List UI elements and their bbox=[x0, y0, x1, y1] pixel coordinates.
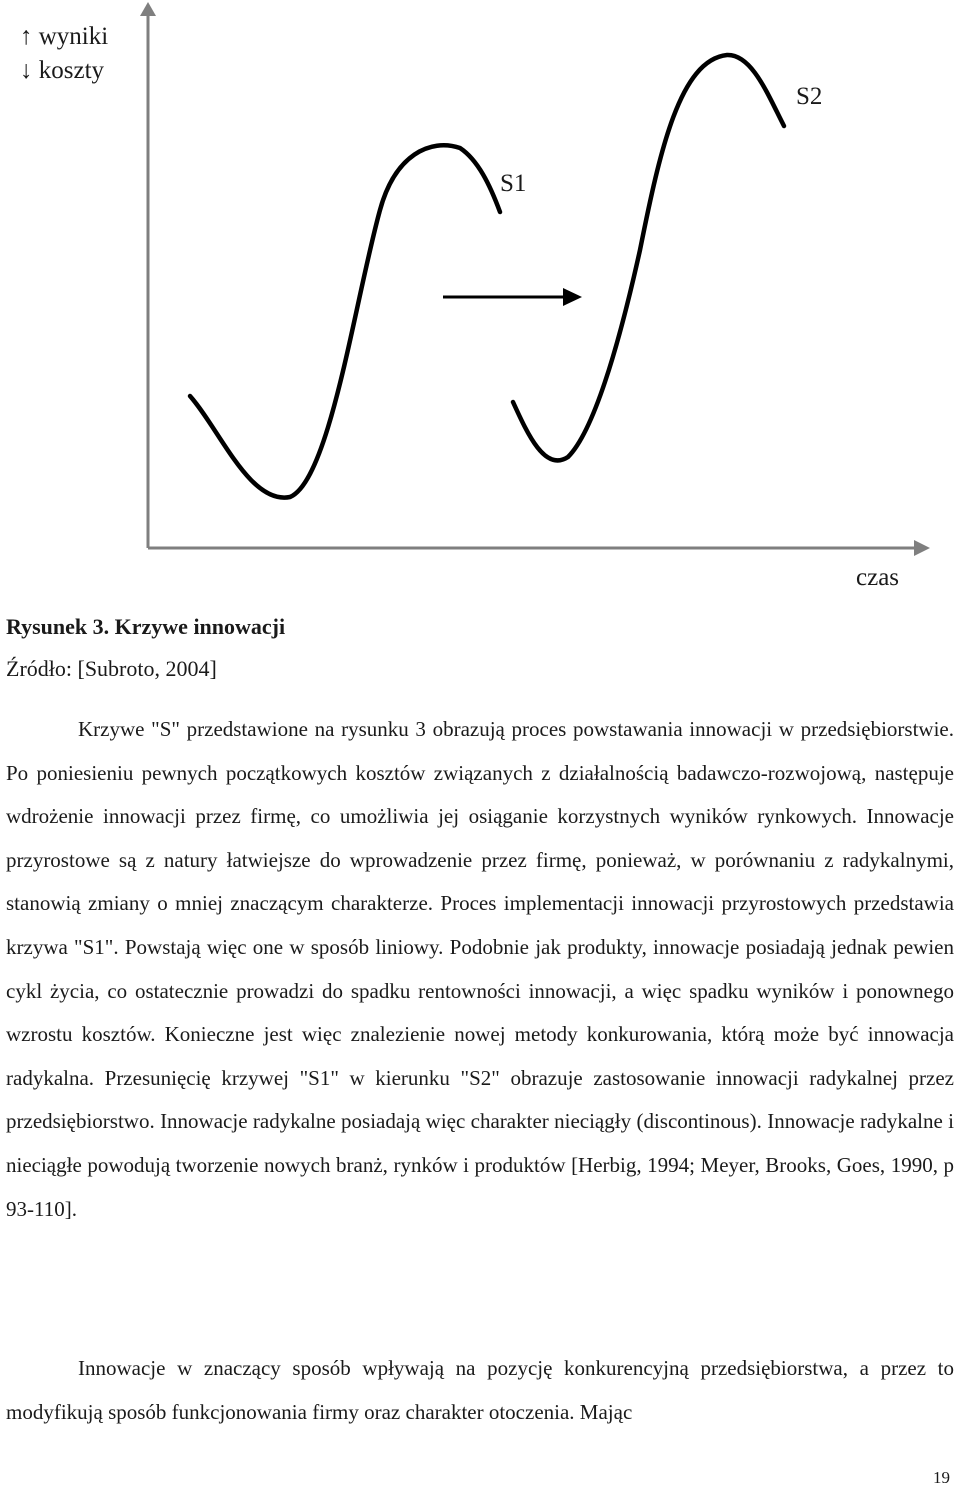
figure-caption-source: Źródło: [Subroto, 2004] bbox=[6, 656, 217, 681]
shift-arrowhead bbox=[563, 288, 582, 306]
s1-label: S1 bbox=[500, 170, 527, 197]
paragraph-text: Innowacje w znaczący sposób wpływają na pozycję konkurencyjną przedsiębiorstwa, a przez to modyfikują sposób funkcjonowania firmy oraz charakter otoczenia. Mając bbox=[6, 1356, 954, 1424]
innovation-curves-figure bbox=[0, 0, 960, 600]
s2-label: S2 bbox=[796, 83, 823, 110]
x-axis-arrowhead bbox=[914, 540, 930, 556]
legend-down-label: ↓ koszty bbox=[20, 57, 105, 84]
x-axis-label: czas bbox=[856, 564, 900, 591]
legend-up-label: ↑ wyniki bbox=[20, 23, 109, 50]
body-paragraph-2 bbox=[6, 1347, 954, 1434]
paragraph-text: Krzywe "S" przedstawione na rysunku 3 obrazują proces powstawania innowacji w przedsiębiorstwie. Po poniesieniu pewnych początkowych kosztów związanych z działalnością badawczo-rozwojową, następuje wdrożenie innowacji przez firmę, co umożliwia jej osiąganie korzystnych wyników rynkowych. Innowacje przyrostowe są z natury łatwiejsze do wprowadzenie przez firmę, ponieważ, w porównaniu z radykalnymi, stanowią zmiany o mniej znaczącym charakterze. Proces implementacji innowacji przyrostowych przedstawia krzywa "S1". Powstają więc one w sposób liniowy. Podobnie jak produkty, innowacje posiadają jednak pewien cykl życia, co ostatecznie prowadzi do spadku rentowności innowacji, a więc spadku wyników i ponownego wzrostu kosztów. Konieczne jest więc znalezienie nowej metody konkurowania, którą może być innowacja radykalna. Przesunięcię krzywej "S1" w kierunku "S2" obrazuje zastosowanie innowacji radykalnej przez przedsiębiorstwo. Innowacje radykalne posiadają więc charakter nieciągły (discontinous). Innowacje radykalne i nieciągłe powodują tworzenie nowych branż, rynków i produktów [Herbig, 1994; Meyer, Brooks, Goes, 1990, p 93-110]. bbox=[6, 717, 954, 1221]
y-axis-arrowhead bbox=[140, 2, 156, 16]
page-number: 19 bbox=[933, 1468, 950, 1487]
figure-caption-title: Rysunek 3. Krzywe innowacji bbox=[6, 614, 286, 639]
s2-curve bbox=[513, 55, 784, 460]
s1-curve bbox=[190, 145, 500, 497]
body-paragraph-1 bbox=[6, 708, 954, 1231]
